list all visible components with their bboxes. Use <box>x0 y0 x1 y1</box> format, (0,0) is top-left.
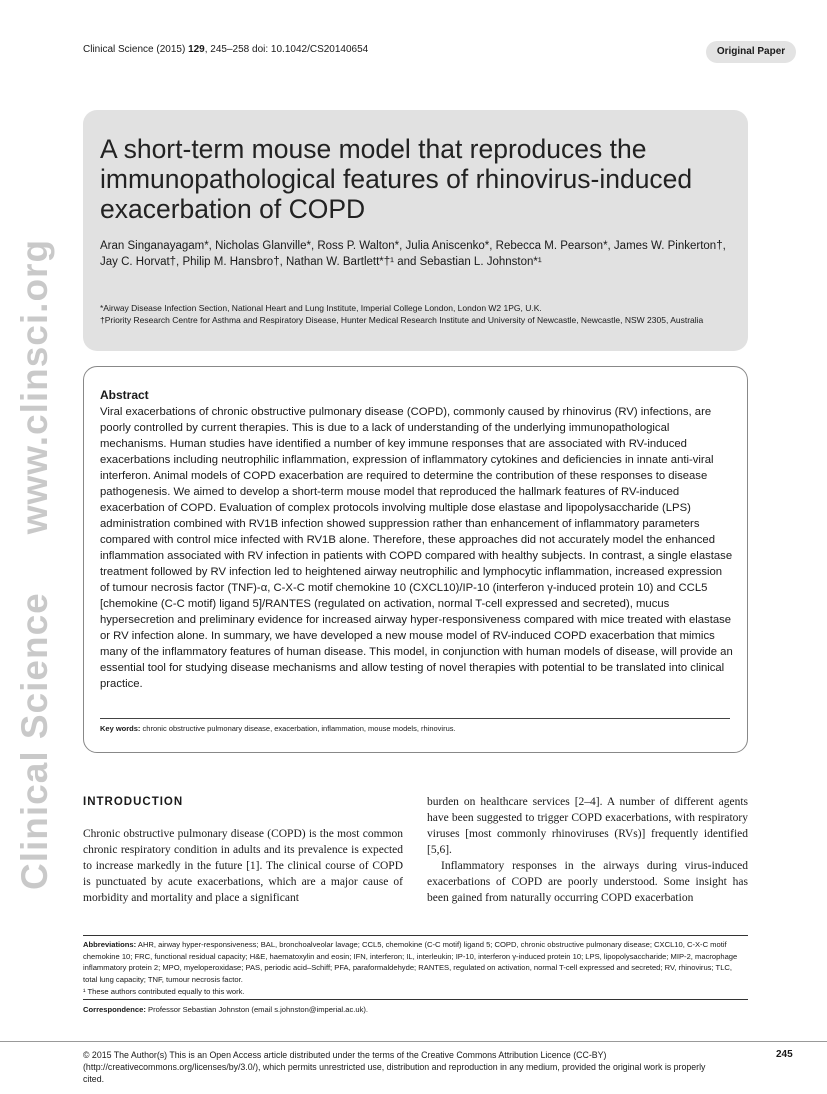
volume: 129 <box>188 44 205 55</box>
abstract-text: Viral exacerbations of chronic obstructive pulmonary disease (COPD), commonly caused by rhinovirus (RV) infections, are poorly controlled by current therapies. This is due to a lack of understanding of the underlying immunopathological mechanisms. Human studies have identified a number of key immune responses that are associated with RV-induced exacerbations including neutrophilic inflammation, expression of inflammatory cytokines and deficiencies in innate anti-viral interferon. Animal models of COPD exacerbation are required to determine the contribution of these responses to disease pathogenesis. We aimed to develop a short-term mouse model that reproduced the hallmark features of RV-induced exacerbation of COPD. Evaluation of complex protocols involving multiple dose elastase and lipopolysaccharide (LPS) administration combined with RV1B infection showed suppression rather than enhancement of inflammatory parameters compared with control mice infected with RV1B alone. Therefore, these approaches did not accurately model the enhanced inflammation associated with RV infection in patients with COPD compared with healthy subjects. In contrast, a single elastase treatment followed by RV infection led to heightened airway neutrophilic and lymphocytic inflammation, increased expression of tumour necrosis factor (TNF)-α, C-X-C motif chemokine 10 (CXCL10)/IP-10 (interferon γ-induced protein 10) and CCL5 [chemokine (C-C motif) ligand 5]/RANTES (regulated on activation, normal T-cell expressed and secreted), mucus hypersecretion and preliminary evidence for increased airway hyper-responsiveness compared with mice treated with elastase or RV infection alone. In summary, we have developed a new mouse model of RV-induced COPD exacerbation that mimics many of the inflammatory features of human disease. This model, in conjunction with human models of disease, will provide an essential tool for studying disease mechanisms and allow testing of novel therapies with potential to be translated into clinical practice. <box>100 406 733 690</box>
affiliations <box>100 303 740 326</box>
body-column-left: Chronic obstructive pulmonary disease (COPD) is the most common chronic respiratory condition in adults and its prevalence is expected to increase markedly in the future [1]. The clinical course of COPD is punctuated by acute exacerbations, which are a major cause of morbidity and mortality and place a significant <box>83 828 403 904</box>
author-list: Aran Singanayagam*, Nicholas Glanville*, Ross P. Walton*, Julia Aniscenko*, Rebecca M. Pearson*, James W. Pinkerton†, Jay C. Horvat†, Philip M. Hansbro†, Nathan W. Bartlett*†¹ and Sebastian L. Johnston*¹ <box>100 240 726 268</box>
license-text: © 2015 The Author(s) This is an Open Access article distributed under the terms of the Creative Commons Attribution Licence (CC-BY) (http://creativecommons.org/licenses/by/3.0/), which permits unrestricted use, distribution and reproduction in any medium, provided the original work is properly cited. <box>83 1050 706 1084</box>
keywords-text: chronic obstructive pulmonary disease, exacerbation, inflammation, mouse models, rhinovirus. <box>142 724 456 733</box>
correspondence-label: Correspondence: <box>83 1005 146 1014</box>
abbreviations <box>83 939 748 985</box>
journal-citation: Clinical Science (2015) <box>83 44 189 55</box>
keywords-label: Key words: <box>100 724 141 733</box>
divider <box>83 935 748 936</box>
section-heading: INTRODUCTION <box>83 796 184 808</box>
journal-url: www.clinsci.org <box>14 238 55 535</box>
divider <box>83 999 748 1000</box>
journal-name: Clinical Science <box>14 592 55 890</box>
citation-header <box>83 44 368 55</box>
doi: , 245–258 doi: 10.1042/CS20140654 <box>204 44 369 55</box>
paragraph: burden on healthcare services [2–4]. A number of different agents have been suggested to trigger COPD exacerbations, with respiratory viruses [most commonly rhinoviruses (RVs)] frequently identified [5,6]. <box>427 796 748 856</box>
correspondence-text: Professor Sebastian Johnston (email s.johnston@imperial.ac.uk). <box>148 1005 369 1014</box>
abstract-box <box>83 366 748 753</box>
title-block <box>83 110 748 351</box>
page-number: 245 <box>776 1049 793 1060</box>
keywords <box>100 724 456 733</box>
abstract-heading: Abstract <box>100 388 149 402</box>
paragraph: Inflammatory responses in the airways during virus-induced exacerbations of COPD are poorly understood. Some insight has been gained from naturally occurring COPD exacerbation <box>427 860 748 904</box>
body-column-right <box>427 794 748 906</box>
equal-contribution-note: ¹ These authors contributed equally to this work. <box>83 987 245 996</box>
sidebar-branding <box>14 181 56 890</box>
article-title: A short-term mouse model that reproduces the immunopathological features of rhinovirus-induced exacerbation of COPD <box>100 134 693 224</box>
abbreviations-text: AHR, airway hyper-responsiveness; BAL, bronchoalveolar lavage; CCL5, chemokine (C-C motif) ligand 5; COPD, chronic obstructive pulmonary disease; CXCL10, C-X-C motif chemokine 10; FRC, functional residual capacity; H&E, haematoxylin and eosin; IFN, interferon; IL, interleukin; IP-10, interferon γ-induced protein 10; LPS, lipopolysaccharide; MIP-2, macrophage inflammatory protein 2; MPO, myeloperoxidase; PAS, periodic acid–Schiff; PFA, paraformaldehyde; RANTES, regulated on activation, normal T-cell expressed and secreted; RV, rhinovirus; TLC, total lung capacity; TNF, tumour necrosis factor. <box>83 940 738 984</box>
divider <box>100 718 730 719</box>
divider <box>0 1041 827 1042</box>
correspondence <box>83 1004 748 1016</box>
affiliation: †Priority Research Centre for Asthma and Respiratory Disease, Hunter Medical Research Institute and University of Newcastle, Newcastle, NSW 2305, Australia <box>100 314 704 325</box>
affiliation: *Airway Disease Infection Section, National Heart and Lung Institute, Imperial College London, London W2 1PG, U.K. <box>100 303 542 313</box>
abbreviations-label: Abbreviations: <box>83 940 137 949</box>
article-type-badge: Original Paper <box>706 41 796 63</box>
